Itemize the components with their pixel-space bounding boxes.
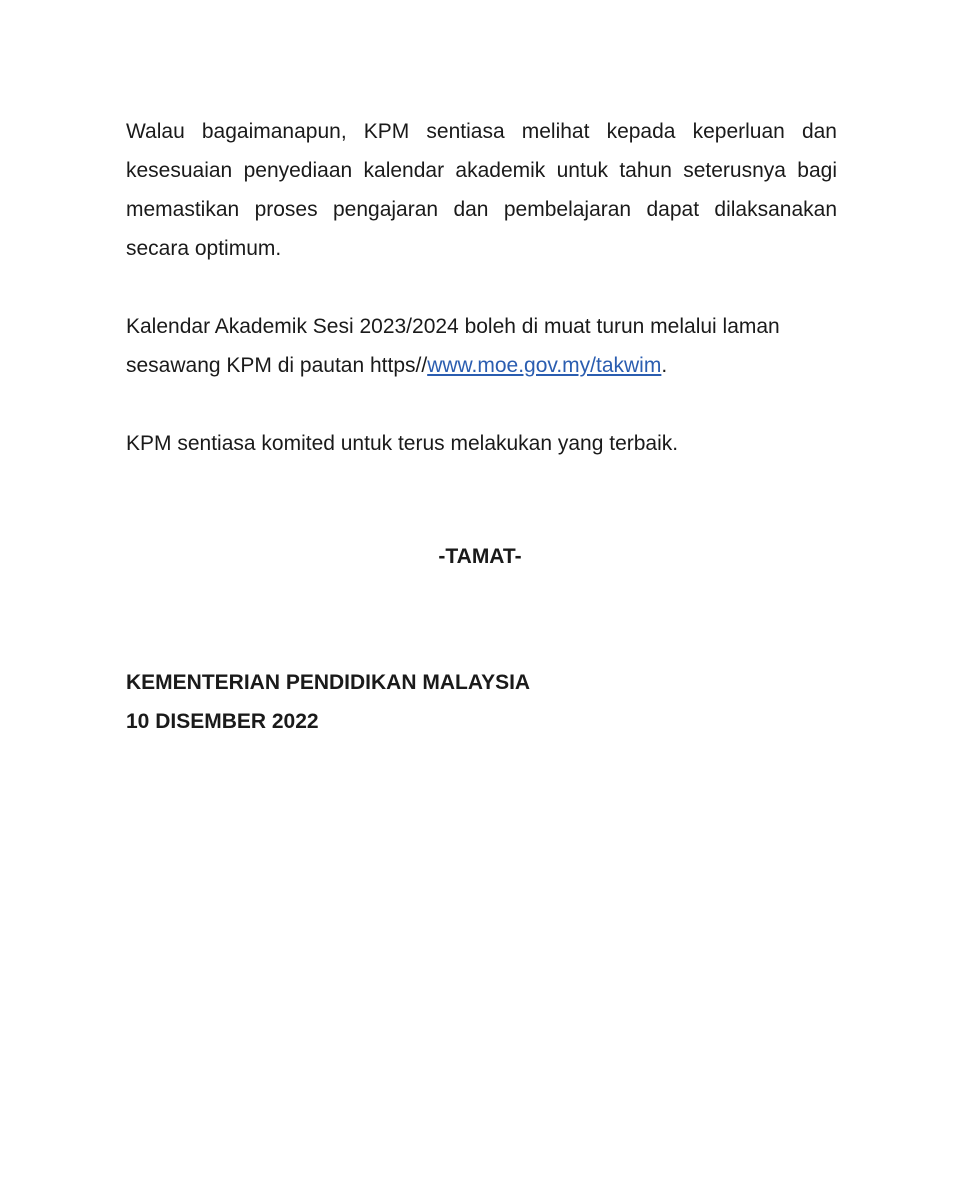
signature-date: 10 DISEMBER 2022 bbox=[126, 710, 319, 733]
end-marker: -TAMAT- bbox=[438, 545, 522, 568]
takwim-link[interactable]: www.moe.gov.my/takwim bbox=[427, 354, 662, 377]
paragraph-download-info bbox=[126, 307, 837, 385]
document-body bbox=[126, 112, 837, 463]
download-info-suffix: . bbox=[661, 354, 668, 377]
paragraph-academic-calendar-note: Walau bagaimanapun, KPM sentiasa melihat kepada keperluan dan kesesuaian penyediaan kalendar akademik untuk tahun seterusnya bagi memastikan proses pengajaran dan pembelajaran dapat dilaksanakan secara optimum. bbox=[126, 120, 837, 260]
download-info-line1: Kalendar Akademik Sesi 2023/2024 boleh di muat turun melalui laman bbox=[126, 315, 780, 338]
download-info-prefix: sesawang KPM di pautan https// bbox=[126, 354, 428, 377]
signature-block bbox=[126, 663, 530, 741]
paragraph-commitment: KPM sentiasa komited untuk terus melakukan yang terbaik. bbox=[126, 432, 679, 455]
signature-organization: KEMENTERIAN PENDIDIKAN MALAYSIA bbox=[126, 671, 531, 694]
